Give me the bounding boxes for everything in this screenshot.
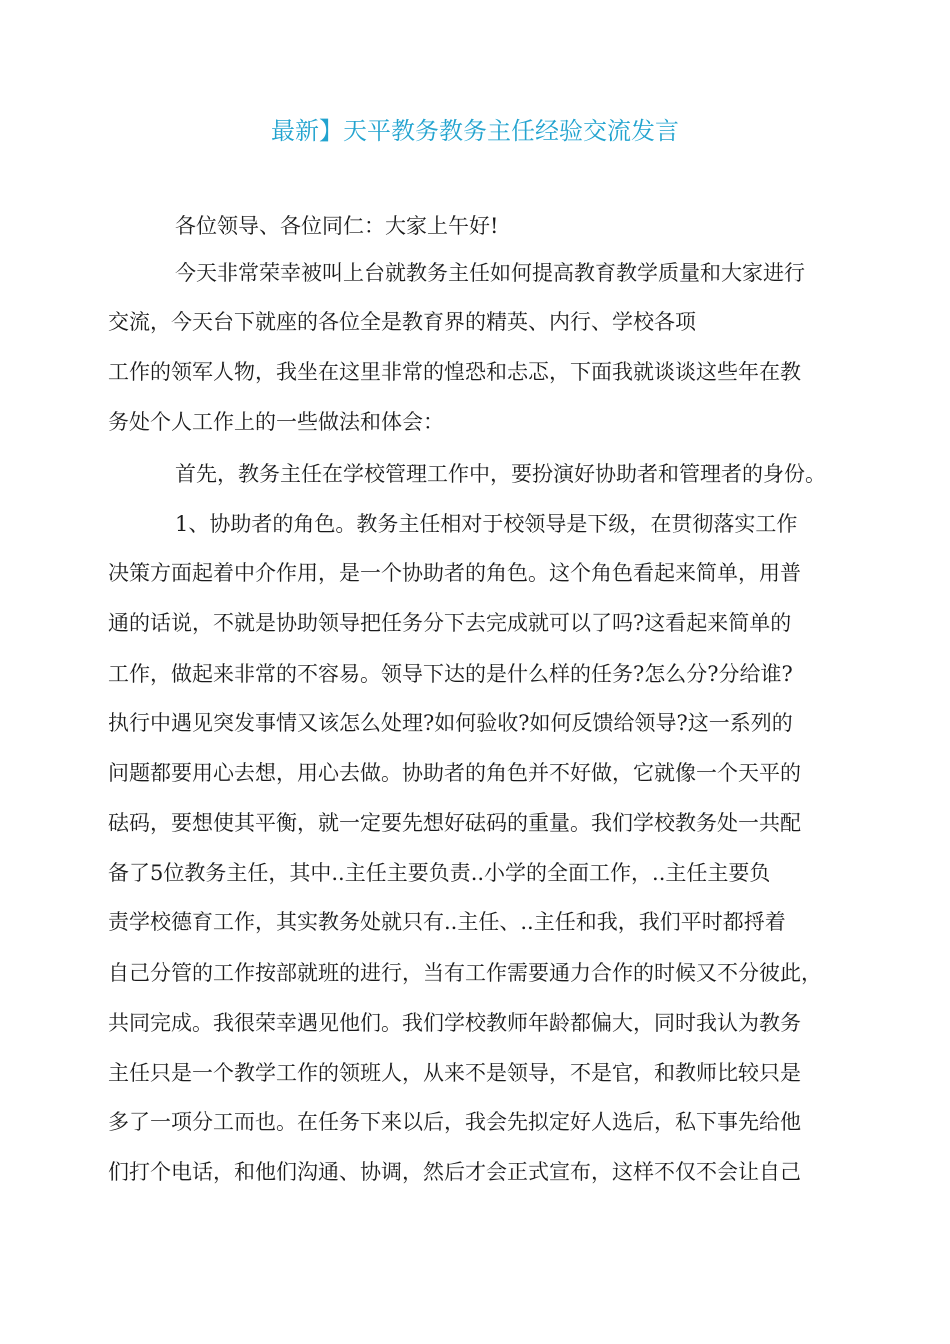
document-title: 最新】天平教务教务主任经验交流发言 [271, 117, 679, 145]
paragraph-line: 今天非常荣幸被叫上台就教务主任如何提高教育教学质量和大家进行 [175, 261, 805, 285]
paragraph-line: 工作的领军人物，我坐在这里非常的惶恐和忐忑，下面我就谈谈这些年在教 [108, 360, 801, 384]
paragraph-line: 首先，教务主任在学校管理工作中，要扮演好协助者和管理者的身份。 [175, 462, 826, 486]
paragraph-line: 主任只是一个教学工作的领班人，从来不是领导，不是官，和教师比较只是 [108, 1061, 801, 1085]
paragraph-line: 交流，今天台下就座的各位全是教育界的精英、内行、学校各项 [108, 310, 696, 334]
paragraph-line: 工作，做起来非常的不容易。领导下达的是什么样的任务?怎么分?分给谁? [108, 662, 793, 686]
paragraph-line: 问题都要用心去想，用心去做。协助者的角色并不好做，它就像一个天平的 [108, 761, 801, 785]
paragraph-line: 责学校德育工作，其实教务处就只有..主任、..主任和我，我们平时都捋着 [108, 910, 786, 934]
paragraph-line: 共同完成。我很荣幸遇见他们。我们学校教师年龄都偏大，同时我认为教务 [108, 1011, 801, 1035]
paragraph-line: 多了一项分工而也。在任务下来以后，我会先拟定好人选后，私下事先给他 [108, 1110, 801, 1134]
paragraph-line: 各位领导、各位同仁：大家上午好! [175, 214, 499, 238]
paragraph-line: 通的话说，不就是协助领导把任务分下去完成就可以了吗?这看起来简单的 [108, 611, 792, 635]
paragraph-line: 砝码，要想使其平衡，就一定要先想好砝码的重量。我们学校教务处一共配 [108, 811, 801, 835]
paragraph-line: 1、协助者的角色。教务主任相对于校领导是下级，在贯彻落实工作 [175, 512, 798, 536]
paragraph-line: 务处个人工作上的一些做法和体会： [108, 410, 444, 434]
paragraph-line: 们打个电话，和他们沟通、协调，然后才会正式宣布，这样不仅不会让自己 [108, 1160, 801, 1184]
paragraph-line: 自己分管的工作按部就班的进行，当有工作需要通力合作的时候又不分彼此， [108, 961, 822, 985]
paragraph-line: 执行中遇见突发事情又该怎么处理?如何验收?如何反馈给领导?这一系列的 [108, 711, 793, 735]
paragraph-line: 备了5位教务主任，其中..主任主要负责..小学的全面工作，..主任主要负 [108, 861, 771, 885]
paragraph-line: 决策方面起着中介作用，是一个协助者的角色。这个角色看起来简单，用普 [108, 561, 801, 585]
